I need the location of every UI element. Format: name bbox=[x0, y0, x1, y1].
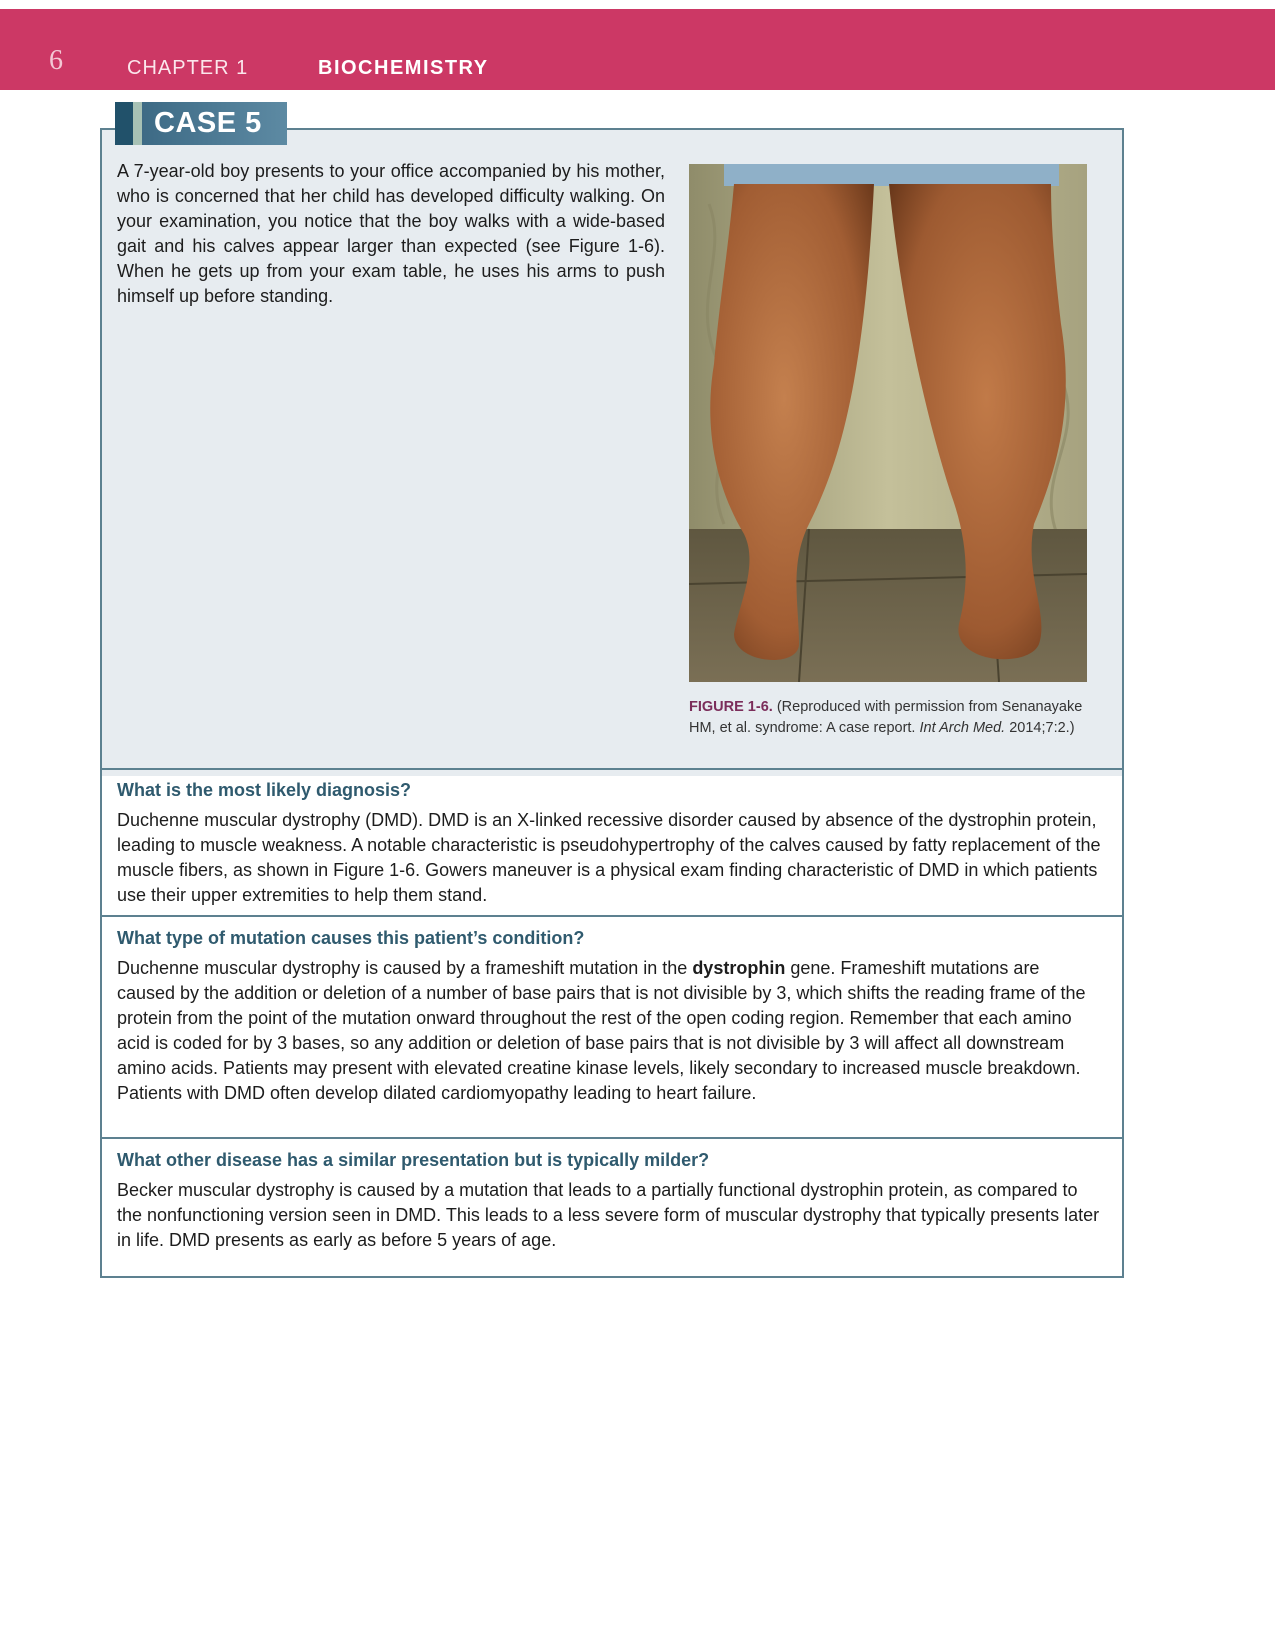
answer-text: Becker muscular dystrophy is caused by a mutation that leads to a partially functional dystrophin protein, as compared to the nonfunctioning version seen in DMD. This leads to a less severe form of muscular dystrophy that typically presents later in life. DMD presents as early as before 5 years of age. bbox=[117, 1180, 1100, 1250]
subject-label: BIOCHEMISTRY bbox=[318, 57, 489, 79]
qa-section-diagnosis bbox=[102, 778, 1122, 908]
figure-caption-text: (Reproduced with permission from Senanayake HM, et al. syndrome: A case report. bbox=[689, 699, 1083, 736]
answer-text bbox=[117, 956, 1102, 1106]
header-band bbox=[0, 9, 1275, 90]
question-heading: What is the most likely diagnosis? bbox=[117, 780, 412, 800]
qa-section-differential bbox=[102, 1148, 1122, 1253]
section-divider bbox=[100, 1137, 1124, 1139]
figure-caption bbox=[689, 697, 1089, 739]
section-divider bbox=[100, 915, 1124, 917]
answer-text-end: gene. Frameshift mutations are caused by the addition or deletion of a number of base pairs that is not divisible by 3, which shifts the reading frame of the protein from the point of the mutation onward throughout the rest of the open coding region. Remember that each amino acid is coded for by 3 bases, so any addition or deletion of base pairs that is not divisible by 3 will affect all downstream amino acids. Patients may present with elevated creatine kinase levels, likely secondary to increased muscle breakdown. Patients with DMD often develop dilated cardiomyopathy leading to heart failure. bbox=[117, 958, 1086, 1103]
figure-citation: 2014;7:2.) bbox=[1009, 720, 1075, 736]
figure-photo bbox=[689, 164, 1087, 682]
question-heading: What type of mutation causes this patient’s condition? bbox=[117, 928, 585, 948]
chapter-label: CHAPTER 1 bbox=[127, 57, 249, 79]
figure-journal: Int Arch Med. bbox=[919, 720, 1006, 736]
answer-emphasis: dystrophin bbox=[692, 958, 786, 978]
figure-label: FIGURE 1-6. bbox=[689, 699, 773, 715]
qa-section-mutation bbox=[102, 926, 1122, 1106]
tab-accent-light bbox=[133, 102, 142, 145]
tab-accent-dark bbox=[115, 102, 133, 145]
case-title: CASE 5 bbox=[142, 102, 287, 145]
case-tab bbox=[115, 102, 287, 145]
question-heading: What other disease has a similar presentation but is typically milder? bbox=[117, 1150, 710, 1170]
case-vignette: A 7-year-old boy presents to your office accompanied by his mother, who is concerned that her child has developed difficulty walking. On your examination, you notice that the boy walks with a wide-based gait and his calves appear larger than expected (see Figure 1-6). When he gets up from your exam table, he uses his arms to push himself up before standing. bbox=[117, 161, 665, 306]
answer-text-start: Duchenne muscular dystrophy is caused by a frameshift mutation in the bbox=[117, 958, 688, 978]
page-number: 6 bbox=[49, 45, 63, 76]
section-divider bbox=[100, 768, 1124, 770]
answer-text: Duchenne muscular dystrophy (DMD). DMD is an X-linked recessive disorder caused by absence of the dystrophin protein, leading to muscle weakness. A notable characteristic is pseudohypertrophy of the calves caused by fatty replacement of the muscle fibers, as shown in Figure 1-6. Gowers maneuver is a physical exam finding characteristic of DMD in which patients use their upper extremities to help them stand. bbox=[117, 810, 1101, 905]
